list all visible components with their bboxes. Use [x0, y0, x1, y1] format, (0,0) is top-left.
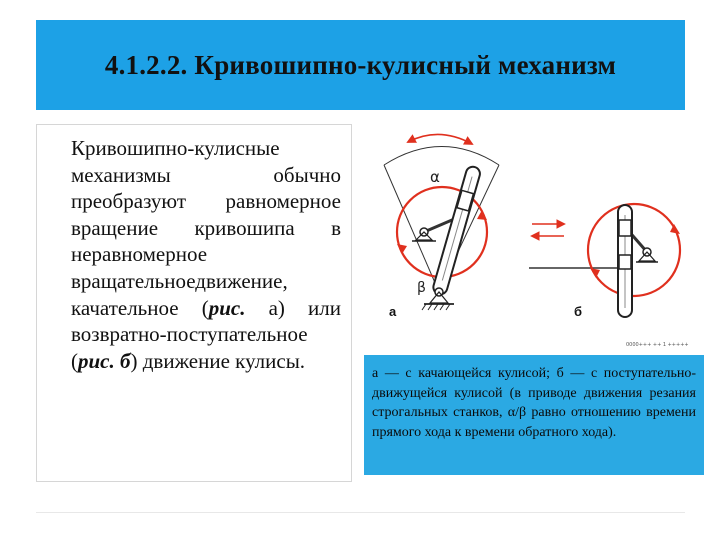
swing-arrow-a [408, 134, 472, 144]
figure-a [384, 134, 499, 319]
body-text-1: Кривошипно-кулисные механизмы обычно преобразуют равномерное вращение кривошипа в неравномерное вращательноедвижение, качательное ( [71, 136, 341, 320]
alpha-label: α [430, 168, 440, 186]
figure-b [529, 204, 689, 348]
figure-watermark: 0000+++ ++ 1 +++++ [626, 342, 689, 348]
body-text-3: а) или возвратно-поступательное ( [71, 295, 341, 373]
beta-label: β [417, 280, 426, 296]
title-bar [36, 20, 685, 110]
label-a: а [389, 304, 397, 319]
crank-circle-b [588, 204, 680, 296]
body-paragraph [71, 135, 341, 374]
body-text-5: ) движение кулисы. [130, 348, 306, 373]
figure-caption-box [364, 355, 704, 475]
label-b: б [574, 304, 583, 319]
body-text-2: рис. [208, 295, 246, 320]
slide-title: 4.1.2.2. Кривошипно-кулисный механизм [104, 49, 617, 80]
bottom-divider [36, 512, 685, 513]
mechanism-figure [364, 120, 704, 355]
body-text-4: рис. б [78, 348, 131, 373]
figure-caption: а — с качающейся кулисой; б — с поступательно-движущейся кулисой (в приводе движения резания строгальных станков, α/β равно отношению времени прямого хода к времени обратного хода). [372, 366, 696, 440]
body-text-box [36, 124, 352, 482]
